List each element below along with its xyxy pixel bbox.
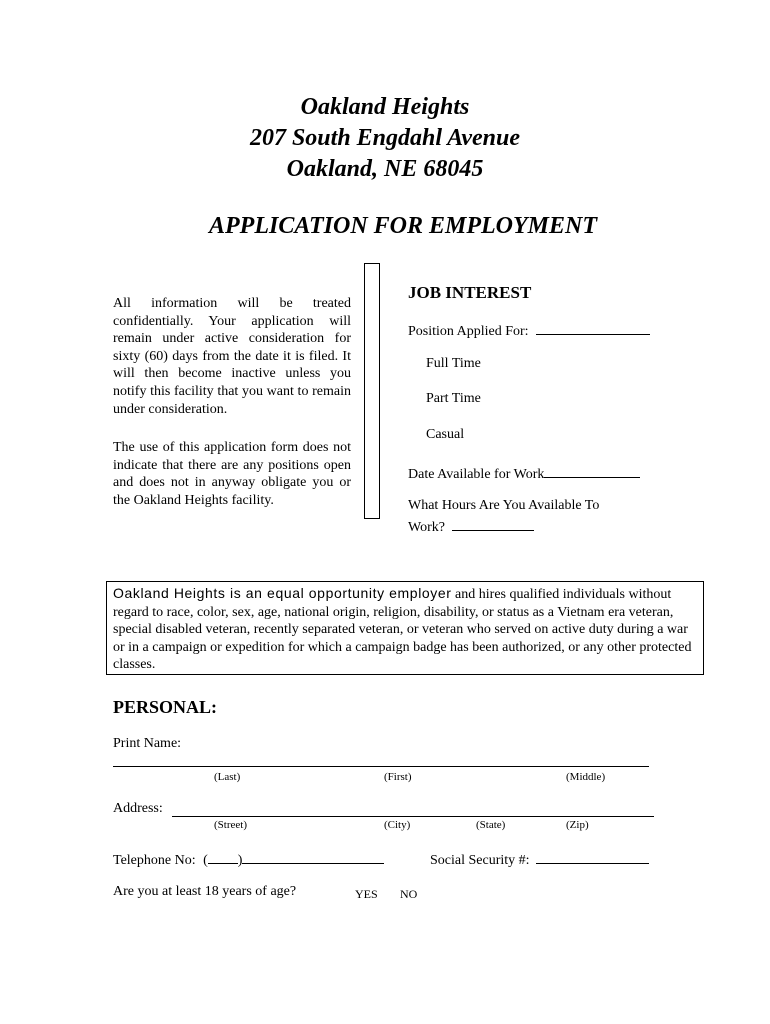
middle-name-caption: (Middle) bbox=[566, 771, 606, 783]
area-code-open: ( bbox=[203, 853, 208, 868]
ssn-field[interactable] bbox=[536, 849, 649, 864]
street-caption: (Street) bbox=[214, 819, 247, 831]
form-title: APPLICATION FOR EMPLOYMENT bbox=[208, 213, 598, 239]
date-available-field[interactable] bbox=[544, 463, 640, 478]
facility-city: Oakland, NE 68045 bbox=[286, 156, 484, 182]
last-name-caption: (Last) bbox=[214, 771, 241, 783]
area-code-field[interactable] bbox=[208, 849, 238, 864]
print-name-label: Print Name: bbox=[113, 736, 182, 751]
age-question: Are you at least 18 years of age? bbox=[113, 884, 297, 899]
hours-available-label-1: What Hours Are You Available To bbox=[408, 498, 600, 513]
part-time-option[interactable]: Part Time bbox=[426, 391, 481, 406]
date-available-label: Date Available for Work bbox=[408, 467, 545, 482]
zip-caption: (Zip) bbox=[566, 819, 589, 831]
ssn-row bbox=[430, 849, 649, 869]
position-applied-row bbox=[408, 320, 650, 340]
print-name-field[interactable] bbox=[113, 766, 649, 767]
full-time-option[interactable]: Full Time bbox=[426, 356, 481, 371]
address-field[interactable] bbox=[172, 816, 654, 817]
date-available-row bbox=[408, 463, 640, 483]
age-yes-option[interactable]: YES bbox=[355, 887, 378, 901]
personal-heading: PERSONAL: bbox=[113, 697, 218, 717]
confidentiality-notice: All information will be treated confidentially. Your application will remain under active consideration for sixty (60) days from the date it is filed. It will then become inactive unless you notify this facility that you want to remain under consideration. bbox=[113, 296, 351, 417]
state-caption: (State) bbox=[476, 819, 506, 831]
facility-street: 207 South Engdahl Avenue bbox=[249, 125, 521, 151]
first-name-caption: (First) bbox=[384, 771, 412, 783]
position-applied-label: Position Applied For: bbox=[408, 324, 529, 339]
divider-bracket bbox=[364, 263, 380, 519]
hours-available-label-2: Work? bbox=[408, 520, 445, 535]
city-caption: (City) bbox=[384, 819, 411, 831]
no-obligation-notice: The use of this application form does not indicate that there are any positions open and does not in anyway obligate you or the Oakland Heights facility. bbox=[113, 440, 351, 508]
telephone-row bbox=[113, 849, 384, 869]
age-no-option[interactable]: NO bbox=[400, 887, 418, 901]
job-interest-heading: JOB INTEREST bbox=[408, 283, 532, 302]
hours-available-field[interactable] bbox=[452, 516, 534, 531]
casual-option[interactable]: Casual bbox=[426, 427, 465, 442]
facility-name: Oakland Heights bbox=[300, 94, 470, 120]
hours-available-row bbox=[408, 516, 534, 536]
position-applied-field[interactable] bbox=[536, 320, 650, 335]
area-code-close: ) bbox=[237, 853, 243, 868]
address-label: Address: bbox=[113, 801, 163, 816]
eeo-lead: Oakland Heights is an equal opportunity employer bbox=[113, 585, 452, 601]
telephone-label: Telephone No: bbox=[113, 853, 196, 868]
ssn-label: Social Security #: bbox=[430, 853, 530, 868]
equal-opportunity-statement bbox=[106, 581, 704, 675]
telephone-field[interactable] bbox=[242, 849, 384, 864]
eeo-body: and hires qualified individuals without regard to race, color, sex, age, national origin, religion, disability, or status as a Vietnam era veteran, special disabled veteran, recently separated veteran, or veteran who served on active duty during a war or in a campaign or expedition for which a campaign badge has been authorized, or any other protected classes. bbox=[113, 587, 692, 672]
